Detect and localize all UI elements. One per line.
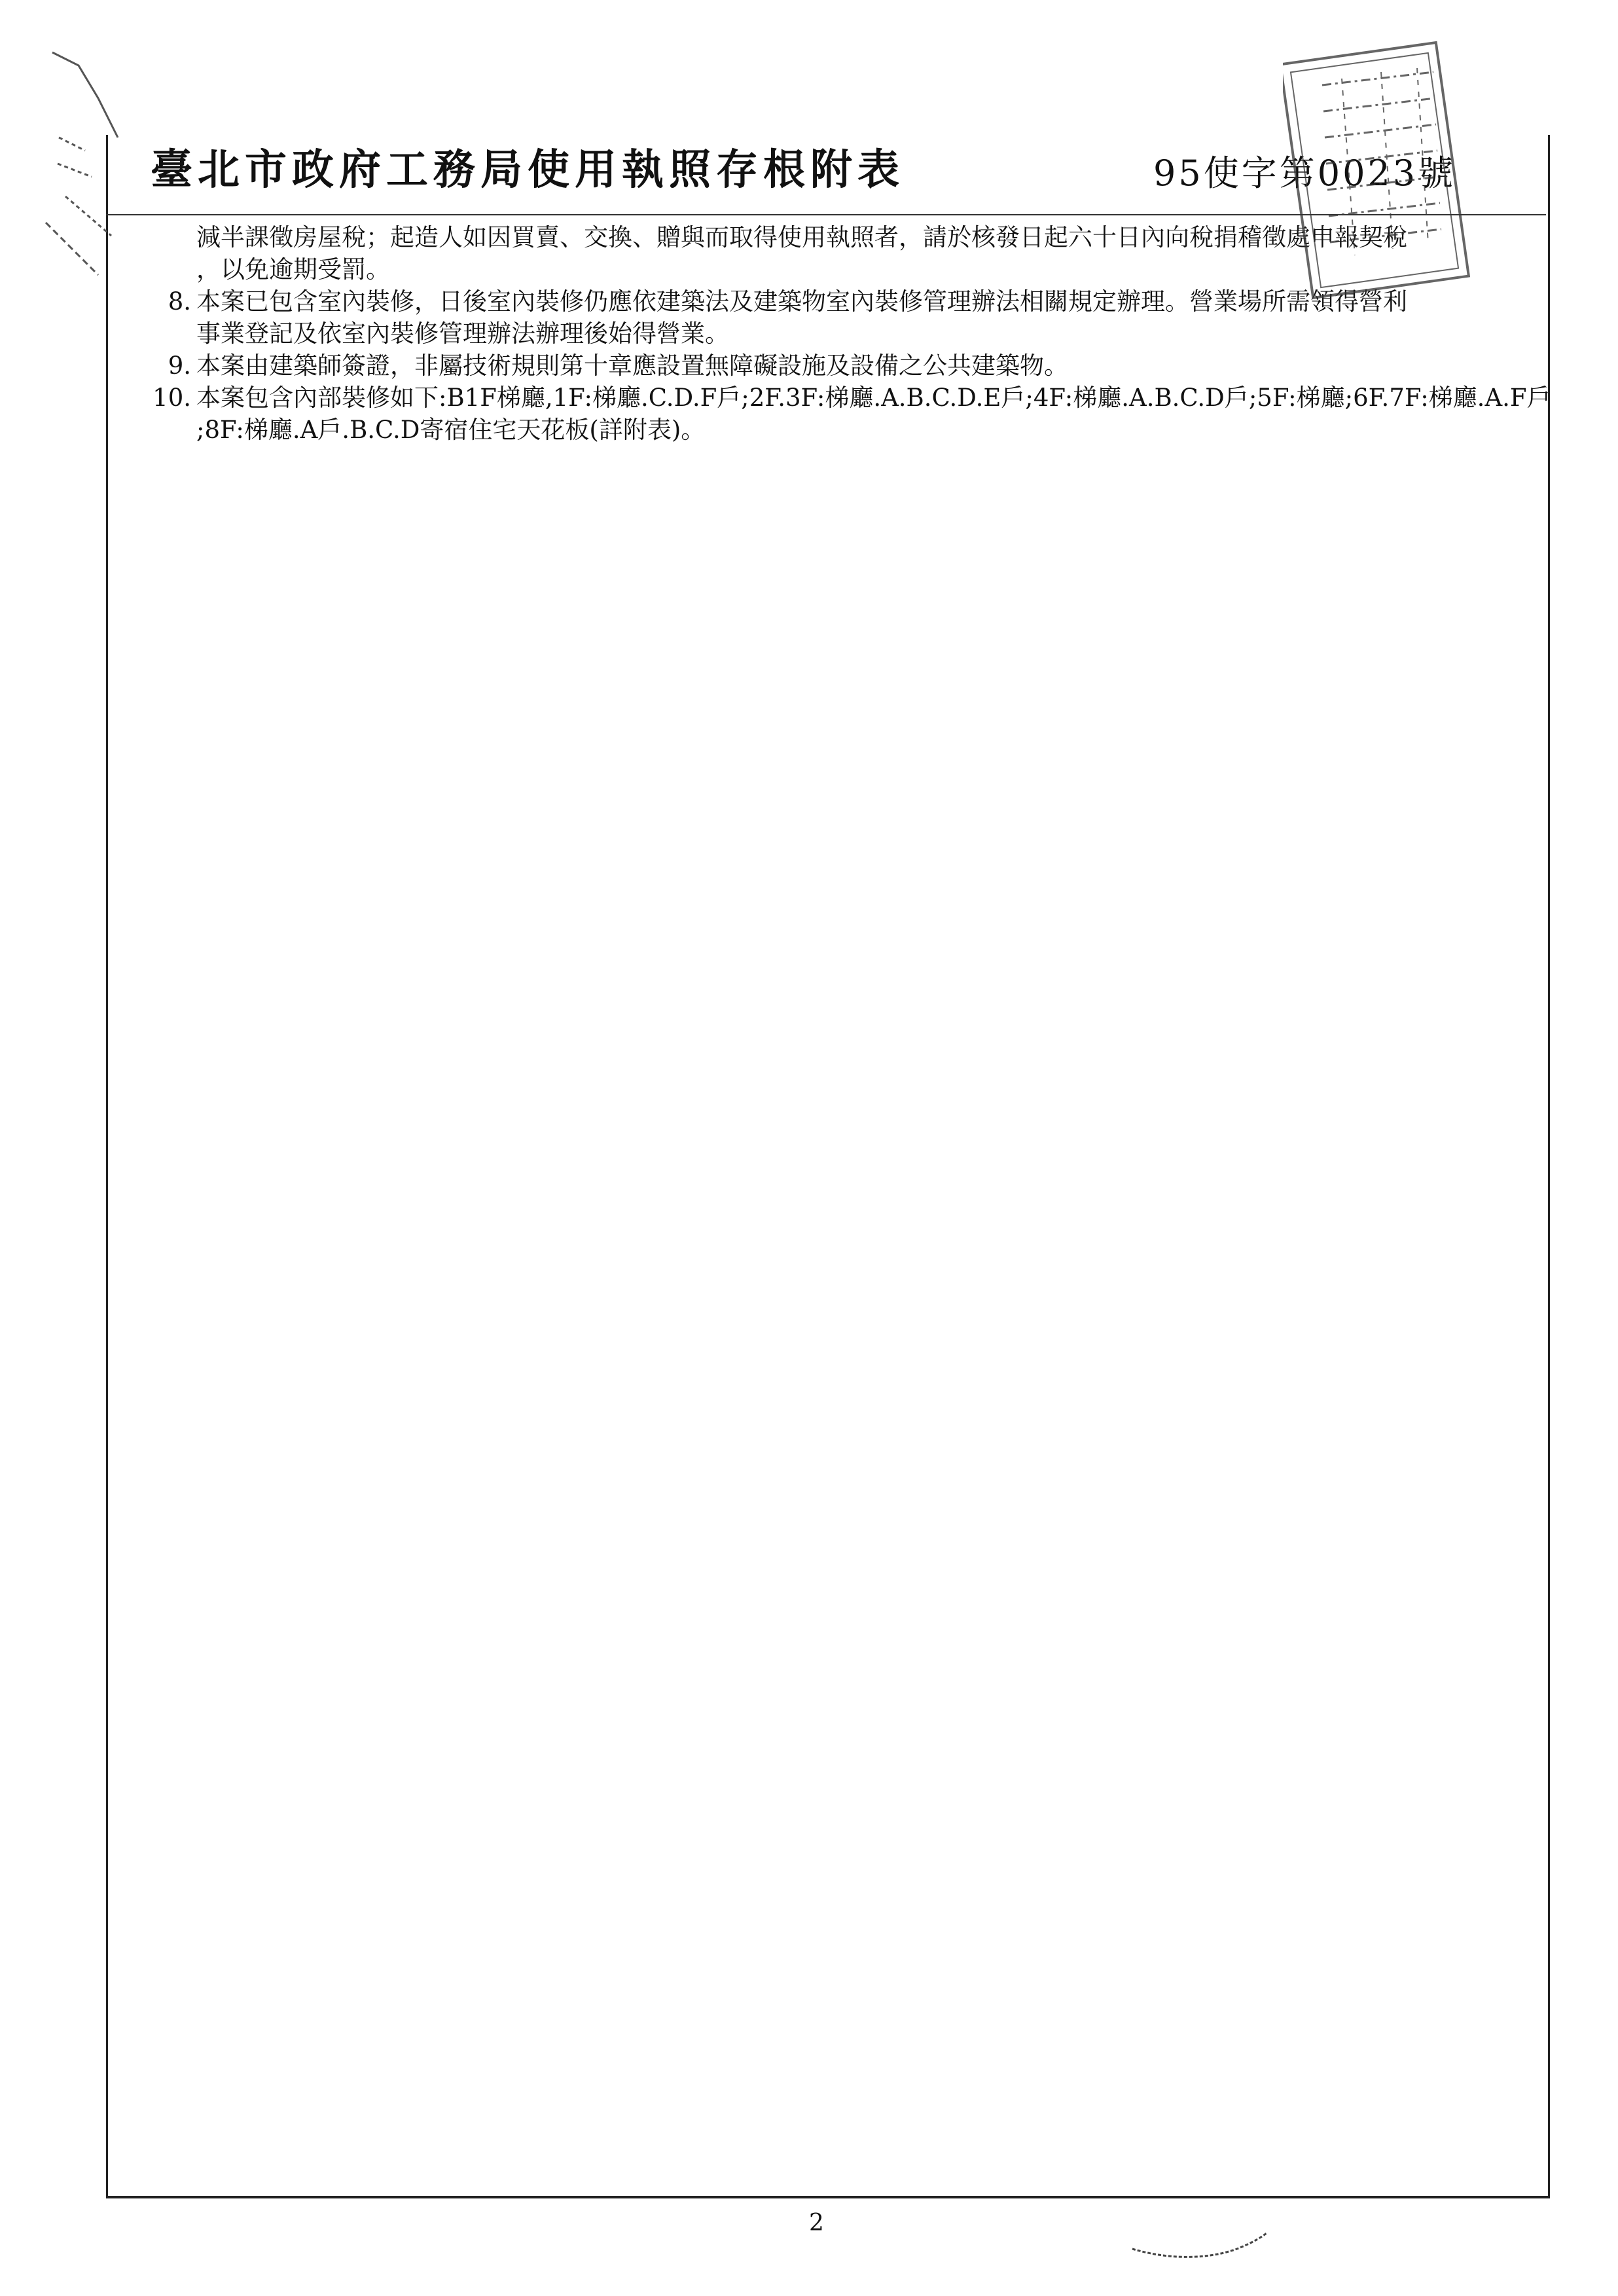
permit-number: 95使字第0023號 <box>1153 153 1456 194</box>
note-text: 本案包含內部裝修如下:B1F梯廳,1F:梯廳.C.D.F戶;2F.3F:梯廳.A.B.C.D.E戶;4F:梯廳.A.B.C.D戶;5F:梯廳;6F.7F:梯廳.A.F戶 <box>196 384 1551 412</box>
page-title: 臺北市政府工務局使用執照存根附表 <box>151 145 905 194</box>
note-text: ;8F:梯廳.A戶.B.C.D寄宿住宅天花板(詳附表)。 <box>196 416 706 444</box>
pen-mark-icon <box>1126 2229 1270 2269</box>
note-number: 9. <box>168 352 191 380</box>
note-line <box>151 414 1558 446</box>
note-number: 10. <box>153 384 191 412</box>
page-number: 2 <box>809 2210 824 2236</box>
scan-artifact-icon <box>39 39 144 288</box>
note-text: 事業登記及依室內裝修管理辦法辦理後始得營業。 <box>196 319 729 348</box>
note-text: ，以免逾期受罰。 <box>196 255 390 283</box>
note-number: 8. <box>168 287 191 316</box>
note-item-10 <box>151 382 1558 414</box>
note-line <box>151 318 1558 350</box>
seal-stamp-icon <box>1283 39 1479 314</box>
note-text: 本案由建築師簽證，非屬技術規則第十章應設置無障礙設施及設備之公共建築物。 <box>196 352 1068 380</box>
note-item-9 <box>151 350 1558 382</box>
note-text: 本案已包含室內裝修，日後室內裝修仍應依建築法及建築物室內裝修管理辦法相關規定辦理。營業場所需領得營利 <box>196 287 1407 316</box>
note-text: 減半課徵房屋稅；起造人如因買賣、交換、贈與而取得使用執照者，請於核發日起六十日內向稅捐稽徵處申報契稅 <box>196 223 1407 251</box>
